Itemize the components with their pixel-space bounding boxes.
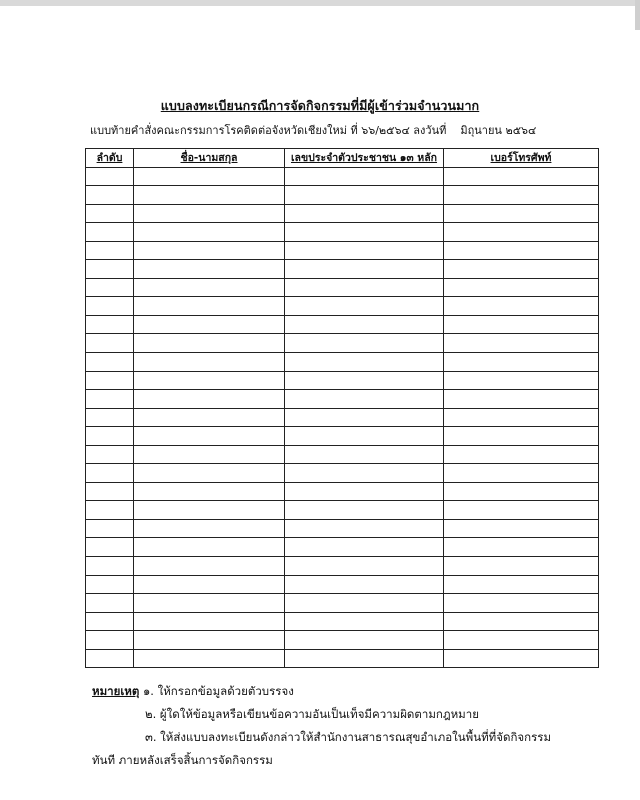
cell-citizen-id[interactable] [285, 297, 444, 316]
cell-sequence[interactable] [86, 612, 134, 631]
cell-sequence[interactable] [86, 519, 134, 538]
cell-phone[interactable] [444, 612, 599, 631]
cell-citizen-id[interactable] [285, 223, 444, 242]
column-header-citizen-id: เลขประจำตัวประชาชน ๑๓ หลัก [285, 149, 444, 168]
cell-phone[interactable] [444, 501, 599, 520]
table-row [86, 445, 599, 464]
cell-citizen-id[interactable] [285, 501, 444, 520]
subtitle-month-year: มิถุนายน ๒๕๖๔ [460, 124, 537, 137]
cell-sequence[interactable] [86, 575, 134, 594]
cell-citizen-id[interactable] [285, 594, 444, 613]
table-row [86, 260, 599, 279]
cell-name[interactable] [134, 519, 285, 538]
table-row [86, 427, 599, 446]
cell-name[interactable] [134, 315, 285, 334]
table-body [86, 167, 599, 668]
cell-name[interactable] [134, 204, 285, 223]
cell-sequence[interactable] [86, 557, 134, 576]
cell-citizen-id[interactable] [285, 631, 444, 650]
subtitle-order-reference: แบบท้ายคำสั่งคณะกรรมการโรคติดต่อจังหวัดเชียงใหม่ ที่ ๖๖/๒๕๖๔ ลงวันที่ [90, 124, 447, 137]
cell-sequence[interactable] [86, 186, 134, 205]
cell-name[interactable] [134, 390, 285, 409]
cell-phone[interactable] [444, 260, 599, 279]
cell-phone[interactable] [444, 167, 599, 186]
cell-sequence[interactable] [86, 223, 134, 242]
cell-name[interactable] [134, 278, 285, 297]
column-header-phone: เบอร์โทรศัพท์ [444, 149, 599, 168]
cell-citizen-id[interactable] [285, 612, 444, 631]
cell-sequence[interactable] [86, 464, 134, 483]
cell-citizen-id[interactable] [285, 204, 444, 223]
cell-sequence[interactable] [86, 167, 134, 186]
cell-sequence[interactable] [86, 241, 134, 260]
cell-name[interactable] [134, 612, 285, 631]
cell-sequence[interactable] [86, 390, 134, 409]
cell-phone[interactable] [444, 390, 599, 409]
cell-citizen-id[interactable] [285, 334, 444, 353]
table-row [86, 631, 599, 650]
cell-citizen-id[interactable] [285, 557, 444, 576]
cell-phone[interactable] [444, 445, 599, 464]
cell-sequence[interactable] [86, 315, 134, 334]
cell-phone[interactable] [444, 482, 599, 501]
cell-sequence[interactable] [86, 204, 134, 223]
document-title: แบบลงทะเบียนกรณีการจัดกิจกรรมที่มีผู้เข้าร่วมจำนวนมาก [160, 98, 480, 113]
cell-phone[interactable] [444, 408, 599, 427]
cell-citizen-id[interactable] [285, 408, 444, 427]
cell-name[interactable] [134, 445, 285, 464]
table-row [86, 334, 599, 353]
table-row [86, 223, 599, 242]
table-row [86, 353, 599, 372]
cell-citizen-id[interactable] [285, 315, 444, 334]
cell-phone[interactable] [444, 186, 599, 205]
table-row [86, 167, 599, 186]
cell-sequence[interactable] [86, 353, 134, 372]
cell-citizen-id[interactable] [285, 371, 444, 390]
cell-name[interactable] [134, 501, 285, 520]
cell-citizen-id[interactable] [285, 575, 444, 594]
note-item-3: ๓. ให้ส่งแบบลงทะเบียนดังกล่าวให้สำนักงานสาธารณสุขอำเภอในพื้นที่ที่จัดกิจกรรม [145, 730, 552, 744]
cell-name[interactable] [134, 557, 285, 576]
column-header-sequence: ลำดับ [86, 149, 134, 168]
table-row [86, 278, 599, 297]
cell-phone[interactable] [444, 371, 599, 390]
cell-phone[interactable] [444, 315, 599, 334]
cell-sequence[interactable] [86, 334, 134, 353]
cell-sequence[interactable] [86, 260, 134, 279]
scan-corner-edge [635, 0, 640, 30]
table-row [86, 408, 599, 427]
table-row [86, 371, 599, 390]
cell-sequence[interactable] [86, 427, 134, 446]
table-header-row [86, 149, 599, 168]
cell-name[interactable] [134, 649, 285, 668]
cell-citizen-id[interactable] [285, 260, 444, 279]
cell-sequence[interactable] [86, 631, 134, 650]
cell-phone[interactable] [444, 649, 599, 668]
document-subtitle [90, 121, 630, 139]
cell-name[interactable] [134, 408, 285, 427]
table-row [86, 649, 599, 668]
cell-phone[interactable] [444, 241, 599, 260]
cell-citizen-id[interactable] [285, 538, 444, 557]
cell-sequence[interactable] [86, 538, 134, 557]
cell-phone[interactable] [444, 594, 599, 613]
cell-citizen-id[interactable] [285, 390, 444, 409]
table-row [86, 186, 599, 205]
table-row [86, 464, 599, 483]
cell-sequence[interactable] [86, 445, 134, 464]
cell-phone[interactable] [444, 557, 599, 576]
note-item-2: ๒. ผู้ใดให้ข้อมูลหรือเขียนข้อความอันเป็นเท็จมีความผิดตามกฎหมาย [145, 707, 479, 721]
table-row [86, 575, 599, 594]
cell-phone[interactable] [444, 575, 599, 594]
cell-sequence[interactable] [86, 649, 134, 668]
cell-phone[interactable] [444, 631, 599, 650]
cell-name[interactable] [134, 353, 285, 372]
note-line-2 [92, 703, 612, 726]
table-row [86, 612, 599, 631]
cell-sequence[interactable] [86, 297, 134, 316]
table-row [86, 594, 599, 613]
cell-name[interactable] [134, 427, 285, 446]
table-row [86, 519, 599, 538]
table-row [86, 315, 599, 334]
cell-citizen-id[interactable] [285, 464, 444, 483]
cell-name[interactable] [134, 186, 285, 205]
notes-label: หมายเหตุ [92, 684, 140, 698]
cell-phone[interactable] [444, 278, 599, 297]
note-item-1: ๑. ให้กรอกข้อมูลด้วยตัวบรรจง [143, 684, 294, 698]
cell-citizen-id[interactable] [285, 278, 444, 297]
cell-phone[interactable] [444, 427, 599, 446]
cell-citizen-id[interactable] [285, 427, 444, 446]
note-line-4 [92, 749, 612, 772]
cell-sequence[interactable] [86, 594, 134, 613]
table-row [86, 501, 599, 520]
table-row [86, 557, 599, 576]
cell-citizen-id[interactable] [285, 482, 444, 501]
cell-phone[interactable] [444, 353, 599, 372]
cell-citizen-id[interactable] [285, 241, 444, 260]
cell-phone[interactable] [444, 334, 599, 353]
cell-phone[interactable] [444, 297, 599, 316]
cell-name[interactable] [134, 464, 285, 483]
registration-table [85, 148, 599, 668]
cell-name[interactable] [134, 167, 285, 186]
table-row [86, 241, 599, 260]
notes-section [92, 680, 612, 772]
cell-name[interactable] [134, 297, 285, 316]
cell-sequence[interactable] [86, 482, 134, 501]
cell-name[interactable] [134, 223, 285, 242]
cell-sequence[interactable] [86, 501, 134, 520]
note-line-1 [92, 680, 612, 703]
cell-name[interactable] [134, 594, 285, 613]
table-row [86, 482, 599, 501]
note-line-3 [92, 726, 612, 749]
table-row [86, 204, 599, 223]
cell-phone[interactable] [444, 223, 599, 242]
cell-citizen-id[interactable] [285, 649, 444, 668]
cell-citizen-id[interactable] [285, 519, 444, 538]
cell-phone[interactable] [444, 519, 599, 538]
cell-name[interactable] [134, 260, 285, 279]
cell-citizen-id[interactable] [285, 167, 444, 186]
cell-name[interactable] [134, 575, 285, 594]
cell-name[interactable] [134, 334, 285, 353]
cell-name[interactable] [134, 482, 285, 501]
cell-name[interactable] [134, 538, 285, 557]
table-row [86, 297, 599, 316]
cell-citizen-id[interactable] [285, 445, 444, 464]
cell-name[interactable] [134, 241, 285, 260]
scan-top-edge [0, 0, 640, 6]
table-row [86, 390, 599, 409]
cell-citizen-id[interactable] [285, 353, 444, 372]
column-header-name: ชื่อ-นามสกุล [134, 149, 285, 168]
cell-citizen-id[interactable] [285, 186, 444, 205]
cell-phone[interactable] [444, 538, 599, 557]
table-row [86, 538, 599, 557]
cell-name[interactable] [134, 631, 285, 650]
cell-name[interactable] [134, 371, 285, 390]
cell-sequence[interactable] [86, 371, 134, 390]
cell-sequence[interactable] [86, 408, 134, 427]
cell-phone[interactable] [444, 204, 599, 223]
note-item-3-continued: ทันที ภายหลังเสร็จสิ้นการจัดกิจกรรม [92, 753, 273, 767]
cell-phone[interactable] [444, 464, 599, 483]
cell-sequence[interactable] [86, 278, 134, 297]
